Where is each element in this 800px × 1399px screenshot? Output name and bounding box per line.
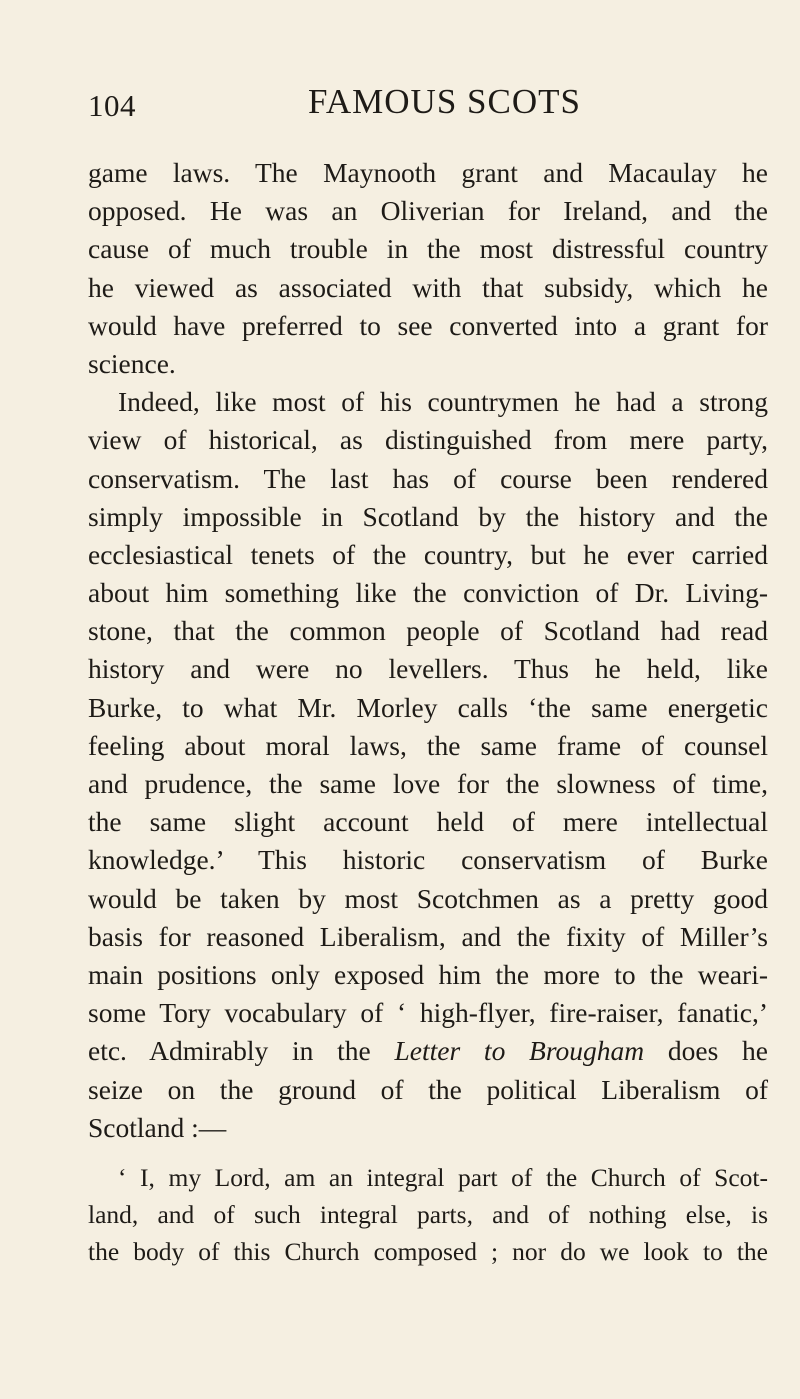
text-line-with-title <box>88 1032 768 1070</box>
body-text <box>88 154 768 1270</box>
text-line: seize on the ground of the political Liberalism of <box>88 1073 768 1105</box>
text-line: Burke, to what Mr. Morley calls ‘the same energetic <box>88 691 768 723</box>
text-line: view of historical, as distinguished from mere party, <box>88 424 768 456</box>
text-line: simply impossible in Scotland by the history and the <box>88 500 768 532</box>
quote-line: land, and of such integral parts, and of nothing else, is <box>88 1199 768 1229</box>
text-line: feeling about moral laws, the same frame of counsel <box>88 729 768 761</box>
text-line: science. <box>88 347 176 379</box>
text-line: some Tory vocabulary of ‘ high-flyer, fire-raiser, fanatic,’ <box>88 997 768 1029</box>
text-line: stone, that the common people of Scotland had read <box>88 615 768 647</box>
page-header <box>88 82 768 132</box>
text-line: game laws. The Maynooth grant and Macaulay he <box>88 157 768 188</box>
text-line: knowledge.’ This historic conservatism of Burke <box>88 844 768 876</box>
page-number: 104 <box>88 88 136 123</box>
block-quote <box>88 1159 768 1270</box>
text-line: ecclesiastical tenets of the country, but he ever carried <box>88 538 768 570</box>
quote-line: ‘ I, my Lord, am an integral part of the Church of Scot- <box>118 1162 768 1192</box>
text-line: Indeed, like most of his countrymen he had a strong <box>118 386 768 418</box>
text-line: main positions only exposed him the more to the weari- <box>88 958 768 990</box>
text-segment: etc. Admirably in the <box>88 1035 395 1067</box>
text-line: the same slight account held of mere intellectual <box>88 806 768 838</box>
text-line: Scotland :— <box>88 1111 227 1143</box>
text-line: would have preferred to see converted into a grant for <box>88 309 768 341</box>
text-line: he viewed as associated with that subsidy, which he <box>88 271 768 303</box>
text-line: opposed. He was an Oliverian for Ireland, and the <box>88 195 768 227</box>
quote-line: the body of this Church composed ; nor do we look to the <box>88 1236 768 1266</box>
text-line: history and were no levellers. Thus he held, like <box>88 653 768 685</box>
text-segment: does he <box>644 1035 768 1067</box>
text-line: about him something like the conviction of Dr. Living- <box>88 577 768 609</box>
text-line: cause of much trouble in the most distressful country <box>88 233 768 265</box>
running-head: FAMOUS SCOTS <box>308 82 581 121</box>
book-title: Letter to Brougham <box>394 1035 645 1067</box>
text-line: conservatism. The last has of course been rendered <box>88 462 768 494</box>
text-line: would be taken by most Scotchmen as a pretty good <box>88 882 768 914</box>
text-line: basis for reasoned Liberalism, and the fixity of Miller’s <box>88 920 768 952</box>
text-line: and prudence, the same love for the slowness of time, <box>88 768 768 799</box>
